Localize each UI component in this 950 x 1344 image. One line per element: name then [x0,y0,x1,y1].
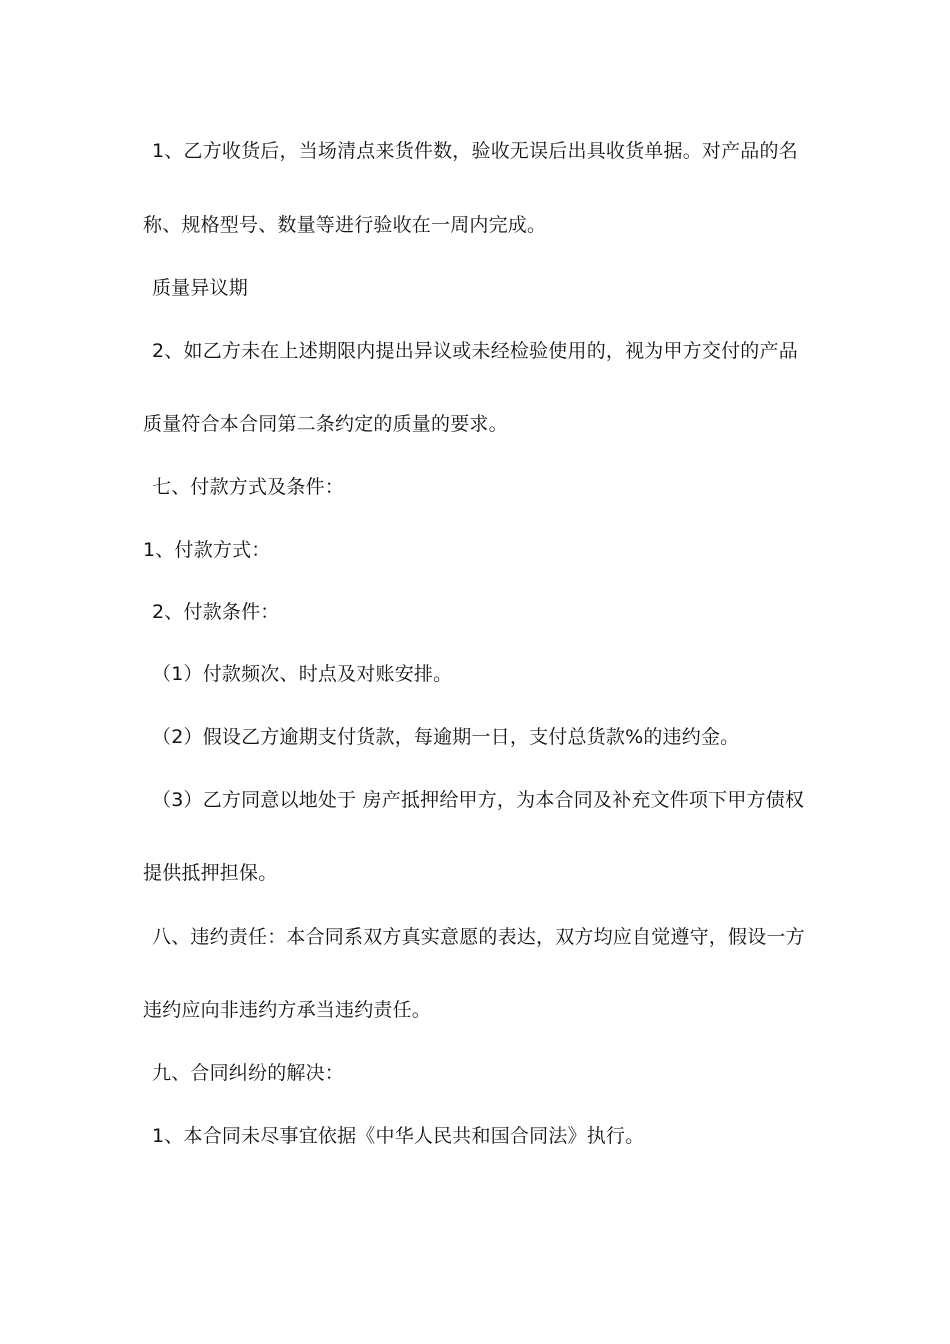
section-heading-quality-objection: 质量异议期 [152,277,249,299]
section-heading-liability: 八、违约责任：本合同系双方真实意愿的表达，双方均应自觉遵守，假设一方 [152,926,805,948]
paragraph-line-4: 质量符合本合同第二条约定的质量的要求。 [143,413,508,435]
section-heading-dispute: 九、合同纠纷的解决： [152,1062,345,1084]
payment-method-item: 1、付款方式： [143,539,271,561]
paragraph-line-liability-cont: 违约应向非违约方承当违约责任。 [143,999,432,1021]
section-heading-payment: 七、付款方式及条件： [152,476,345,498]
payment-condition-sub-2: （2）假设乙方逾期支付货款，每逾期一日，支付总货款%的违约金。 [152,726,740,748]
paragraph-line-2: 称、规格型号、数量等进行验收在一周内完成。 [143,214,547,236]
dispute-item-1: 1、本合同未尽事宜依据《中华人民共和国合同法》执行。 [152,1125,645,1147]
paragraph-line-3: 2、如乙方未在上述期限内提出异议或未经检验使用的，视为甲方交付的产品 [152,340,798,362]
paragraph-line-1: 1、乙方收货后，当场清点来货件数，验收无误后出具收货单据。对产品的名 [152,140,798,162]
payment-condition-sub-3: （3）乙方同意以地处于 房产抵押给甲方，为本合同及补充文件项下甲方债权 [152,789,805,811]
payment-condition-sub-1: （1）付款频次、时点及对账安排。 [152,663,453,685]
payment-condition-sub-3-cont: 提供抵押担保。 [143,862,278,884]
payment-condition-item: 2、付款条件： [152,601,280,623]
